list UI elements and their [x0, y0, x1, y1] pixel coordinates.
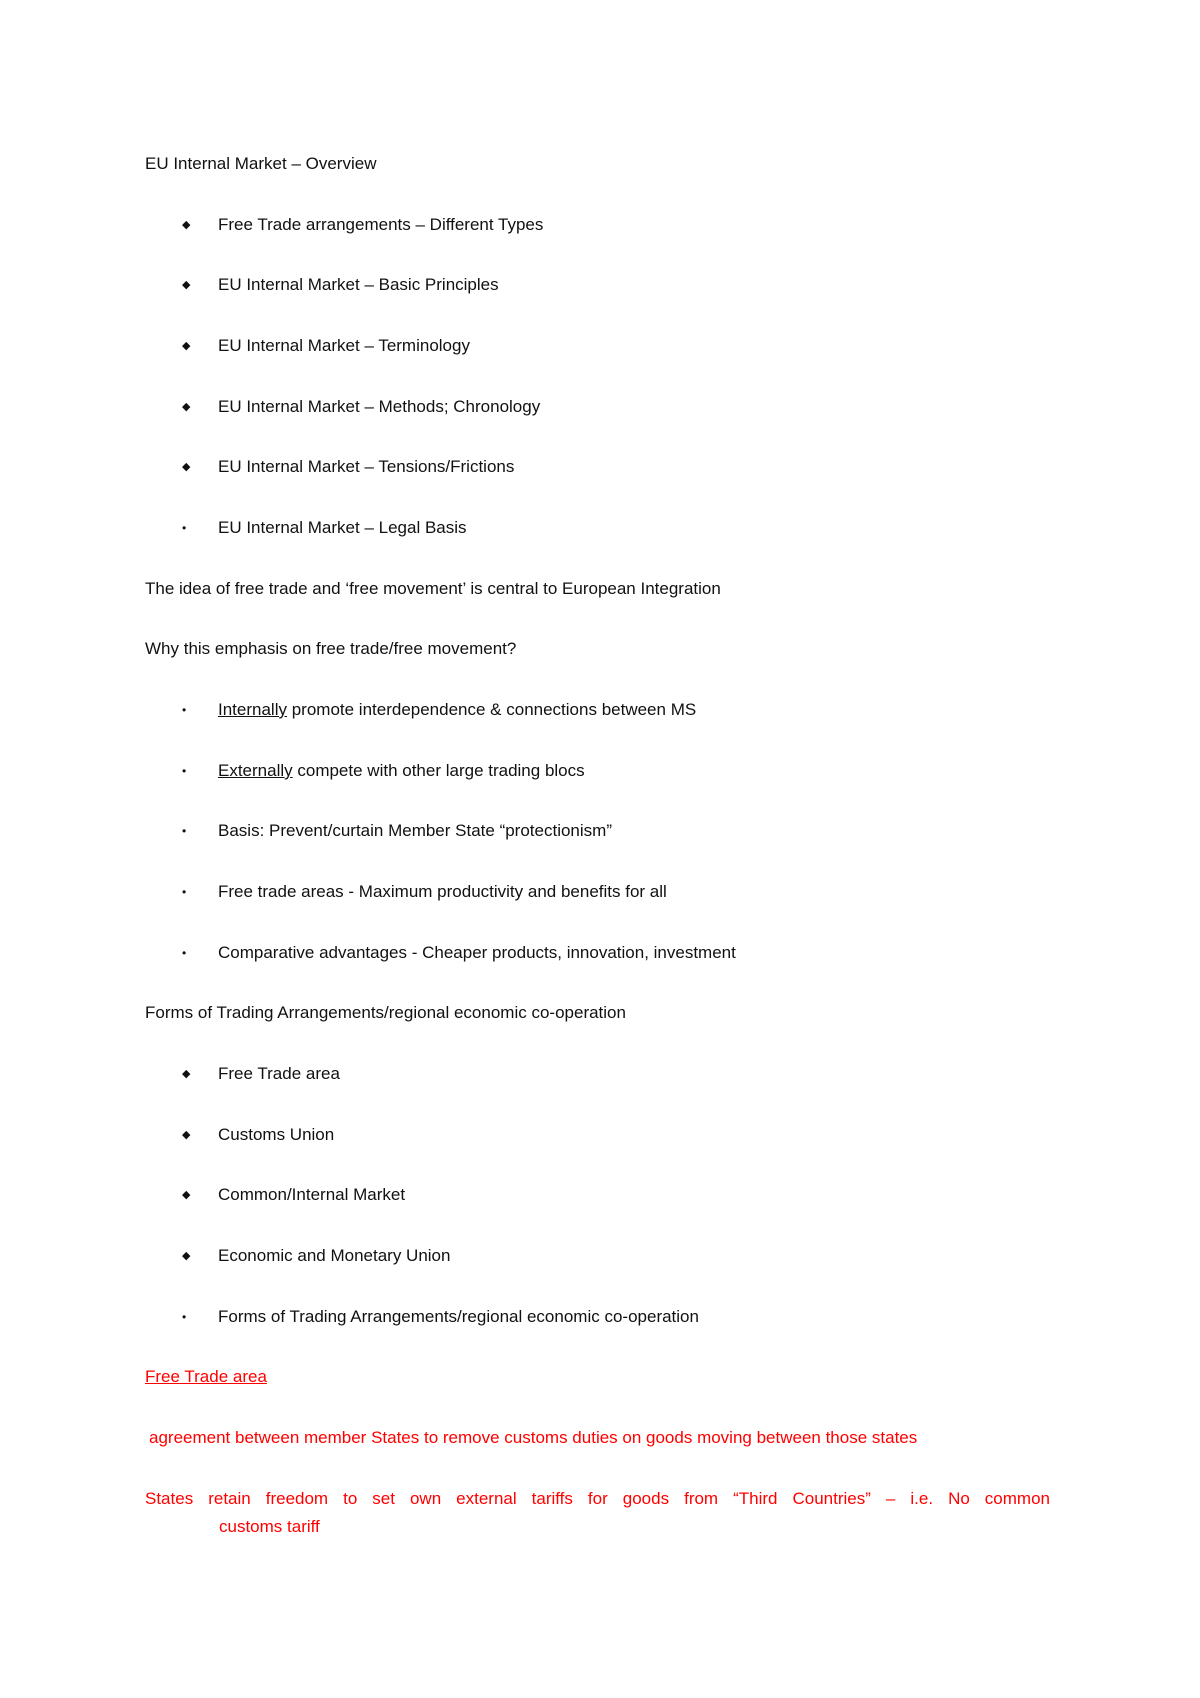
bullet-icon: • — [182, 764, 187, 778]
why-item: • Basis: Prevent/curtain Member State “protectionism” — [182, 821, 612, 840]
bullet-icon: • — [182, 1310, 187, 1324]
why-item: • Free trade areas - Maximum productivity and benefits for all — [182, 882, 667, 901]
diamond-bullet-icon: ◆ — [182, 340, 191, 352]
red-paragraph-2-line-1: States retain freedom to set own external tariffs for goods from “Third Countries” – i.e. No common — [145, 1489, 1050, 1508]
doc-title: EU Internal Market – Overview — [145, 154, 377, 173]
diamond-bullet-icon: ◆ — [182, 401, 191, 413]
overview-item: • EU Internal Market – Legal Basis — [182, 518, 467, 537]
bullet-icon: • — [182, 824, 187, 838]
forms-item: • Forms of Trading Arrangements/regional economic co-operation — [182, 1307, 699, 1326]
why-item: • Internally promote interdependence & connections between MS — [182, 700, 697, 719]
forms-item: ◆ Common/Internal Market — [182, 1185, 406, 1204]
why-item: • Externally compete with other large trading blocs — [182, 761, 585, 780]
overview-item: ◆ Free Trade arrangements – Different Types — [182, 215, 544, 234]
overview-item: ◆ EU Internal Market – Terminology — [182, 336, 470, 355]
paragraph-forms: Forms of Trading Arrangements/regional economic co-operation — [145, 1003, 626, 1022]
forms-item: ◆ Customs Union — [182, 1125, 335, 1144]
red-paragraph-1: agreement between member States to remove customs duties on goods moving between those states — [149, 1428, 918, 1447]
red-paragraph-2 — [145, 1485, 1050, 1541]
bullet-icon: • — [182, 946, 187, 960]
overview-item: ◆ EU Internal Market – Methods; Chronology — [182, 397, 541, 416]
diamond-bullet-icon: ◆ — [182, 219, 191, 231]
forms-item: ◆ Free Trade area — [182, 1064, 340, 1083]
paragraph-why: Why this emphasis on free trade/free movement? — [145, 639, 517, 658]
paragraph-central: The idea of free trade and ‘free movement’ is central to European Integration — [145, 579, 721, 598]
bullet-icon: • — [182, 521, 187, 535]
overview-item: ◆ EU Internal Market – Tensions/Frictions — [182, 457, 515, 476]
diamond-bullet-icon: ◆ — [182, 1189, 191, 1201]
bullet-icon: • — [182, 703, 187, 717]
diamond-bullet-icon: ◆ — [182, 1129, 191, 1141]
bullet-icon: • — [182, 885, 187, 899]
why-item: • Comparative advantages - Cheaper products, innovation, investment — [182, 943, 736, 962]
diamond-bullet-icon: ◆ — [182, 1068, 191, 1080]
overview-item: ◆ EU Internal Market – Basic Principles — [182, 275, 499, 294]
red-paragraph-2-line-2: customs tariff — [219, 1517, 320, 1536]
red-heading: Free Trade area — [145, 1367, 267, 1386]
diamond-bullet-icon: ◆ — [182, 1250, 191, 1262]
diamond-bullet-icon: ◆ — [182, 279, 191, 291]
diamond-bullet-icon: ◆ — [182, 461, 191, 473]
forms-item: ◆ Economic and Monetary Union — [182, 1246, 451, 1265]
